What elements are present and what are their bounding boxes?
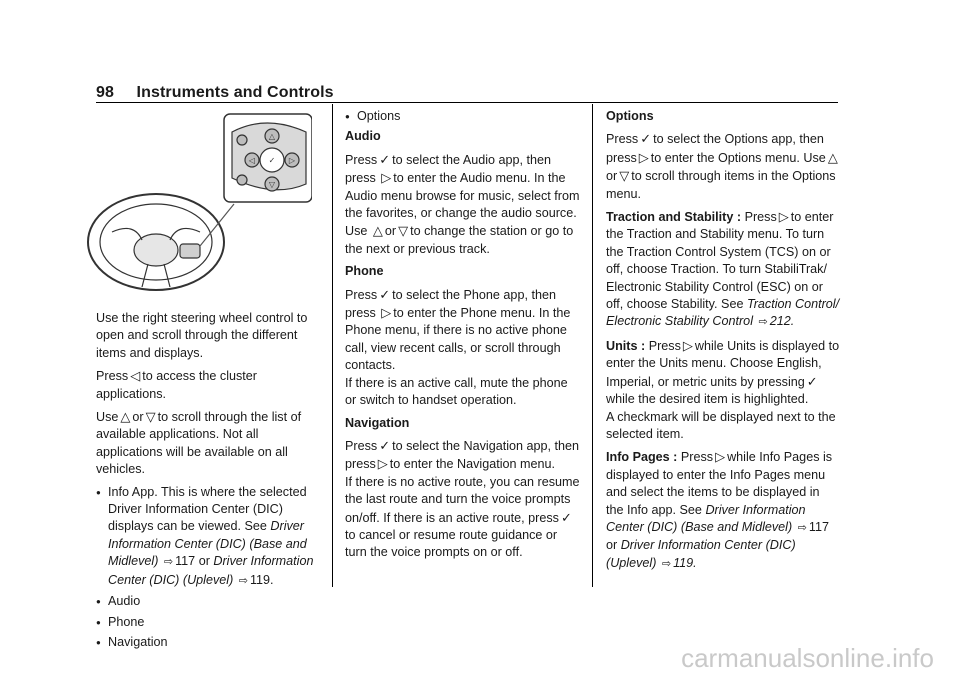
page-number: 98 <box>96 84 114 101</box>
audio-text: Press ✓ to select the Audio app, then press ▷ to enter the Audio menu. In the Audio menu browse for music, select from the favorites, or change the audio source. Use △ or ▽ to change the station or go to the next or previous track. <box>345 151 580 256</box>
left-column <box>96 310 322 654</box>
wheel-left-icon: ◁ <box>248 156 256 165</box>
list-item-navigation: ● Navigation <box>96 634 322 651</box>
list-item-phone: ● Phone <box>96 614 322 631</box>
phone-heading: Phone <box>345 264 384 279</box>
down-arrow-icon: ▽ <box>398 223 409 239</box>
wheel-down-icon: ▽ <box>268 180 276 189</box>
traction-text: Traction and Stability : Press ▷ to enter the Traction and Stability menu. To turn the Traction Control System (TCS) on or off, choose Traction. To turn StabiliTrak/ Electronic Stability Control (ESC) on or off, choose Stability. See Traction Control/ Electronic Stability Control ⇨ 212. <box>606 209 840 329</box>
down-arrow-icon: ▽ <box>145 409 156 425</box>
check-icon: ✓ <box>640 131 652 147</box>
use-up-down-text: Use △ or ▽ to scroll through the list of available applications. Not all applications will be available on all vehicles. <box>96 409 302 477</box>
list-item-info-app: ● Info App. This is where the selected Driver Information Center (DIC) displays can be viewed. See Driver Information Center (DIC) (Base and Midlevel) ⇨ 117 or Driver Information Center (DIC) (Uplevel) ⇨ 119. <box>96 484 322 590</box>
left-arrow-icon: ◁ <box>130 368 141 384</box>
audio-heading: Audio <box>345 129 381 144</box>
ref-arrow-icon: ⇨ <box>163 556 174 569</box>
info-pages-text: Info Pages : Press ▷ while Info Pages is displayed to enter the Info Pages menu and select the items to be displayed in the Info app. See Driver Information Center (DIC) (Base and Midlevel) ⇨ 117 or Driver Information Center (DIC) (Uplevel) ⇨ 119. <box>606 449 833 570</box>
units-label: Units : <box>606 338 646 353</box>
up-arrow-icon: △ <box>120 409 131 425</box>
ref-arrow-icon: ⇨ <box>238 574 248 587</box>
right-arrow-icon: ▷ <box>638 149 649 165</box>
options-heading: Options <box>606 109 654 123</box>
up-arrow-icon: △ <box>827 149 838 165</box>
traction-control-link[interactable]: Traction Control/ Electronic Stability Control <box>606 297 840 329</box>
traction-label: Traction and Stability : <box>606 210 742 225</box>
right-arrow-icon: ▷ <box>381 305 392 321</box>
column-divider-1 <box>332 104 333 587</box>
list-item-options: ● Options <box>345 108 581 125</box>
right-arrow-icon: ▷ <box>682 337 693 353</box>
ref-arrow-icon: ⇨ <box>661 557 672 570</box>
phone-text: Press ✓ to select the Phone app, then press ▷ to enter the Phone menu. In the Phone menu, if there is no active phone call, view recent calls, or scroll through contacts. If there is an active call, mute the phone or switch to handset operation. <box>345 286 571 408</box>
section-title: Instruments and Controls <box>136 84 334 101</box>
wheel-check-icon: ✓ <box>268 156 276 165</box>
up-arrow-icon: △ <box>372 223 383 239</box>
check-icon: ✓ <box>379 286 391 302</box>
ref-arrow-icon: ⇨ <box>758 316 768 329</box>
steering-wheel-illustration <box>84 112 312 297</box>
down-arrow-icon: ▽ <box>619 168 630 184</box>
info-pages-label: Info Pages : <box>606 450 678 465</box>
middle-column <box>345 108 581 567</box>
header-rule <box>96 102 838 103</box>
press-left-text: Press ◁ to access the cluster applications. <box>96 368 257 401</box>
check-icon: ✓ <box>379 151 391 167</box>
intro-text: Use the right steering wheel control to open and scroll through the different items and displays. <box>96 311 308 360</box>
column-divider-2 <box>592 104 593 587</box>
wheel-right-icon: ▷ <box>288 156 296 165</box>
check-icon: ✓ <box>560 509 572 525</box>
navigation-heading: Navigation <box>345 415 410 430</box>
list-item-audio: ● Audio <box>96 593 322 610</box>
wheel-up-icon: △ <box>268 132 276 141</box>
options-text: Press ✓ to select the Options app, then press ▷ to enter the Options menu. Use △ or ▽ to scroll through items in the Options menu. <box>606 131 838 201</box>
dic-uplevel-link[interactable]: Driver Information Center (DIC) (Uplevel) <box>108 554 314 587</box>
watermark: carmanualsonline.info <box>681 643 934 673</box>
app-list <box>96 484 322 652</box>
right-column <box>606 108 840 578</box>
dic-uplevel-link[interactable]: Driver Information Center (DIC) (Uplevel) <box>606 538 796 570</box>
page-header <box>96 84 334 102</box>
dic-base-link[interactable]: Driver Information Center (DIC) (Base and Midlevel) <box>108 519 307 569</box>
units-text: Units : Press ▷ while Units is displayed to enter the Units menu. Choose English, Imperial, or metric units by pressing ✓ while the desired item is highlighted. A checkmark will be displayed next to the selected item. <box>606 337 840 441</box>
right-arrow-icon: ▷ <box>778 209 789 225</box>
check-icon: ✓ <box>379 437 391 453</box>
ref-arrow-icon: ⇨ <box>797 521 807 534</box>
right-arrow-icon: ▷ <box>381 170 392 186</box>
right-arrow-icon: ▷ <box>377 456 388 472</box>
right-arrow-icon: ▷ <box>715 449 726 465</box>
dic-base-link[interactable]: Driver Information Center (DIC) (Base and Midlevel) <box>606 502 806 534</box>
navigation-text: Press ✓ to select the Navigation app, then press ▷ to enter the Navigation menu. If there is no active route, you can resume the last route and turn the voice prompts on/off. If there is an active route, press ✓ to cancel or resume route guidance or turn the voice prompts on or off. <box>345 437 580 560</box>
check-icon: ✓ <box>806 373 818 389</box>
